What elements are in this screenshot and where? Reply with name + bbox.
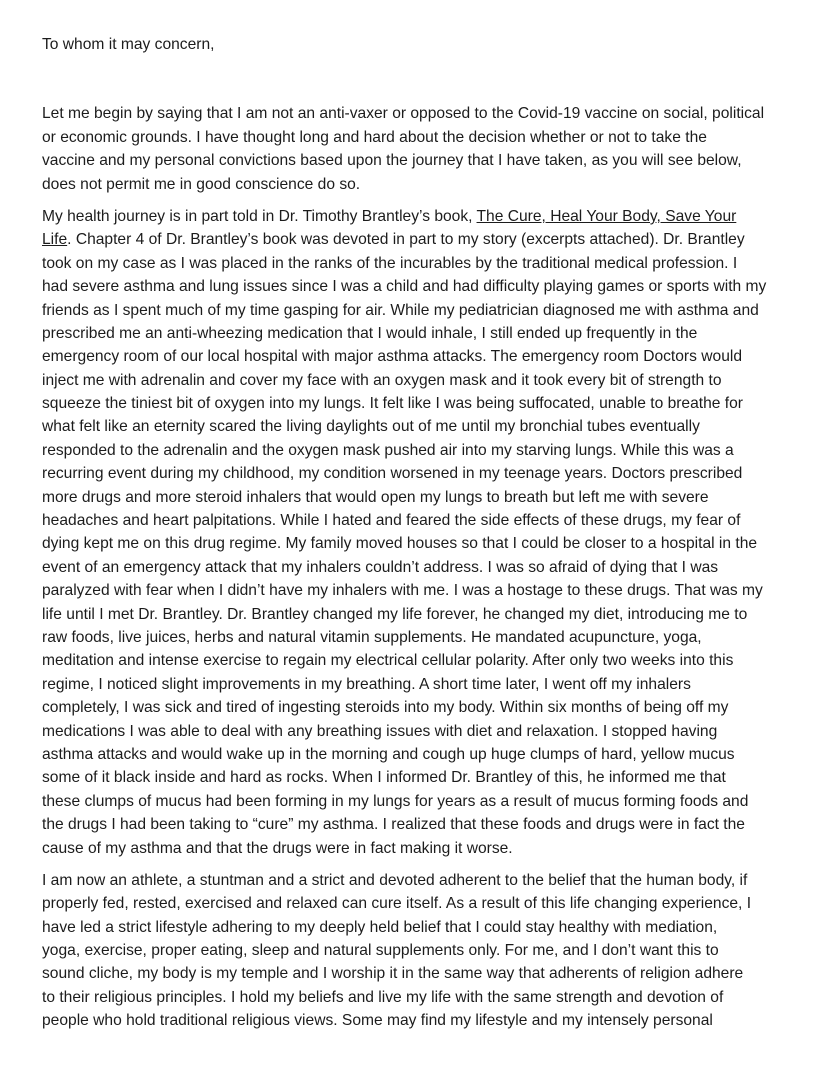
text-line: these clumps of mucus had been forming in my lungs for years as a result of mucus forming foods and <box>42 792 749 810</box>
text-line: headaches and heart palpitations. While I hated and feared the side effects of these drugs, my fear of <box>42 512 741 530</box>
text-line: sound cliche, my body is my temple and I worship it in the same way that adherents of religion adhere <box>42 965 744 983</box>
text-line: cause of my asthma and that the drugs were in fact making it worse. <box>42 839 513 857</box>
letter-page <box>42 33 784 1042</box>
text-line: squeeze the tiniest bit of oxygen into my lungs. It felt like I was being suffocated, unable to breathe for <box>42 395 743 413</box>
text-line: took on my case as I was placed in the ranks of the incurables by the traditional medical profession. I <box>42 254 738 272</box>
text-line: inject me with adrenalin and cover my face with an oxygen mask and it took every bit of strength to <box>42 371 722 389</box>
text-line: people who hold traditional religious views. Some may find my lifestyle and my intensely personal <box>42 1012 713 1030</box>
text-line: event of an emergency attack that my inhalers couldn’t address. I was so afraid of dying that I was <box>42 558 719 576</box>
text-line: vaccine and my personal convictions based upon the journey that I have taken, as you will see below, <box>42 152 742 170</box>
text-line: more drugs and more steroid inhalers that would open my lungs to breath but left me with severe <box>42 488 709 506</box>
paragraph-lifestyle <box>42 869 784 1033</box>
paragraph-vaccine-position <box>42 102 784 196</box>
text-line: properly fed, rested, exercised and relaxed can cure itself. As a result of this life changing experience, I <box>42 895 752 913</box>
text-line: Let me begin by saying that I am not an anti-vaxer or opposed to the Covid-19 vaccine on social, political <box>42 105 765 123</box>
text-segment: My health journey is in part told in Dr. Timothy Brantley’s book, <box>42 207 477 225</box>
text-line: paralyzed with fear when I didn’t have my inhalers with me. I was a hostage to these drugs. That was my <box>42 582 763 600</box>
text-line: meditation and intense exercise to regain my electrical cellular polarity. After only two weeks into this <box>42 652 734 670</box>
book-title: The Cure, Heal Your Body, Save Your <box>476 207 737 225</box>
text-line: recurring event during my childhood, my condition worsened in my teenage years. Doctors prescribed <box>42 465 743 483</box>
text-segment: . Chapter 4 of Dr. Brantley’s book was devoted in part to my story (excerpts attached). Dr. Brantley <box>67 231 745 249</box>
text-line: dying kept me on this drug regime. My family moved houses so that I could be closer to a hospital in the <box>42 535 758 553</box>
book-title: Life <box>42 231 68 249</box>
text-line: to their religious principles. I hold my beliefs and live my life with the same strength and devotion of <box>42 988 724 1006</box>
text-line: or economic grounds. I have thought long and hard about the decision whether or not to take the <box>42 128 707 146</box>
text-line: regime, I noticed slight improvements in my breathing. A short time later, I went off my inhalers <box>42 675 691 693</box>
text-line: what felt like an eternity scared the living daylights out of me until my bronchial tubes eventually <box>42 418 700 436</box>
text-line: responded to the adrenalin and the oxygen mask pushed air into my starving lungs. While this was a <box>42 441 734 459</box>
text-line: yoga, exercise, proper eating, sleep and natural supplements only. For me, and I don’t want this to <box>42 942 719 960</box>
text-line: prescribed me an anti-wheezing medication that I would inhale, I still ended up frequently in the <box>42 324 698 342</box>
text-line: medications I was able to deal with any breathing issues with diet and relaxation. I stopped having <box>42 722 718 740</box>
text-line: had severe asthma and lung issues since I was a child and had difficulty playing games or sports with my <box>42 278 767 296</box>
text-line: life until I met Dr. Brantley. Dr. Brantley changed my life forever, he changed my diet, introducing me to <box>42 605 748 623</box>
text-line <box>42 228 784 251</box>
text-line: completely, I was sick and tired of ingesting steroids into my body. Within six months of being off my <box>42 699 729 717</box>
text-line: I am now an athlete, a stuntman and a strict and devoted adherent to the belief that the human body, if <box>42 871 748 889</box>
text-line: the drugs I had been taking to “cure” my asthma. I realized that these foods and drugs were in fact the <box>42 816 745 834</box>
text-line: does not permit me in good conscience do so. <box>42 175 361 193</box>
text-line: raw foods, live juices, herbs and natural vitamin supplements. He mandated acupuncture, yoga, <box>42 628 702 646</box>
text-line: have led a strict lifestyle adhering to my deeply held belief that I could stay healthy with mediation, <box>42 918 718 936</box>
text-line <box>42 205 784 228</box>
text-line: friends as I spent much of my time gasping for air. While my pediatrician diagnosed me with asthma and <box>42 301 759 319</box>
text-line: some of it black inside and hard as rocks. When I informed Dr. Brantley of this, he informed me that <box>42 769 726 787</box>
text-line: emergency room of our local hospital with major asthma attacks. The emergency room Doctors would <box>42 348 742 366</box>
paragraph-health-journey <box>42 205 784 860</box>
salutation: To whom it may concern, <box>42 36 215 53</box>
text-line: asthma attacks and would wake up in the morning and cough up huge clumps of hard, yellow mucus <box>42 745 735 763</box>
